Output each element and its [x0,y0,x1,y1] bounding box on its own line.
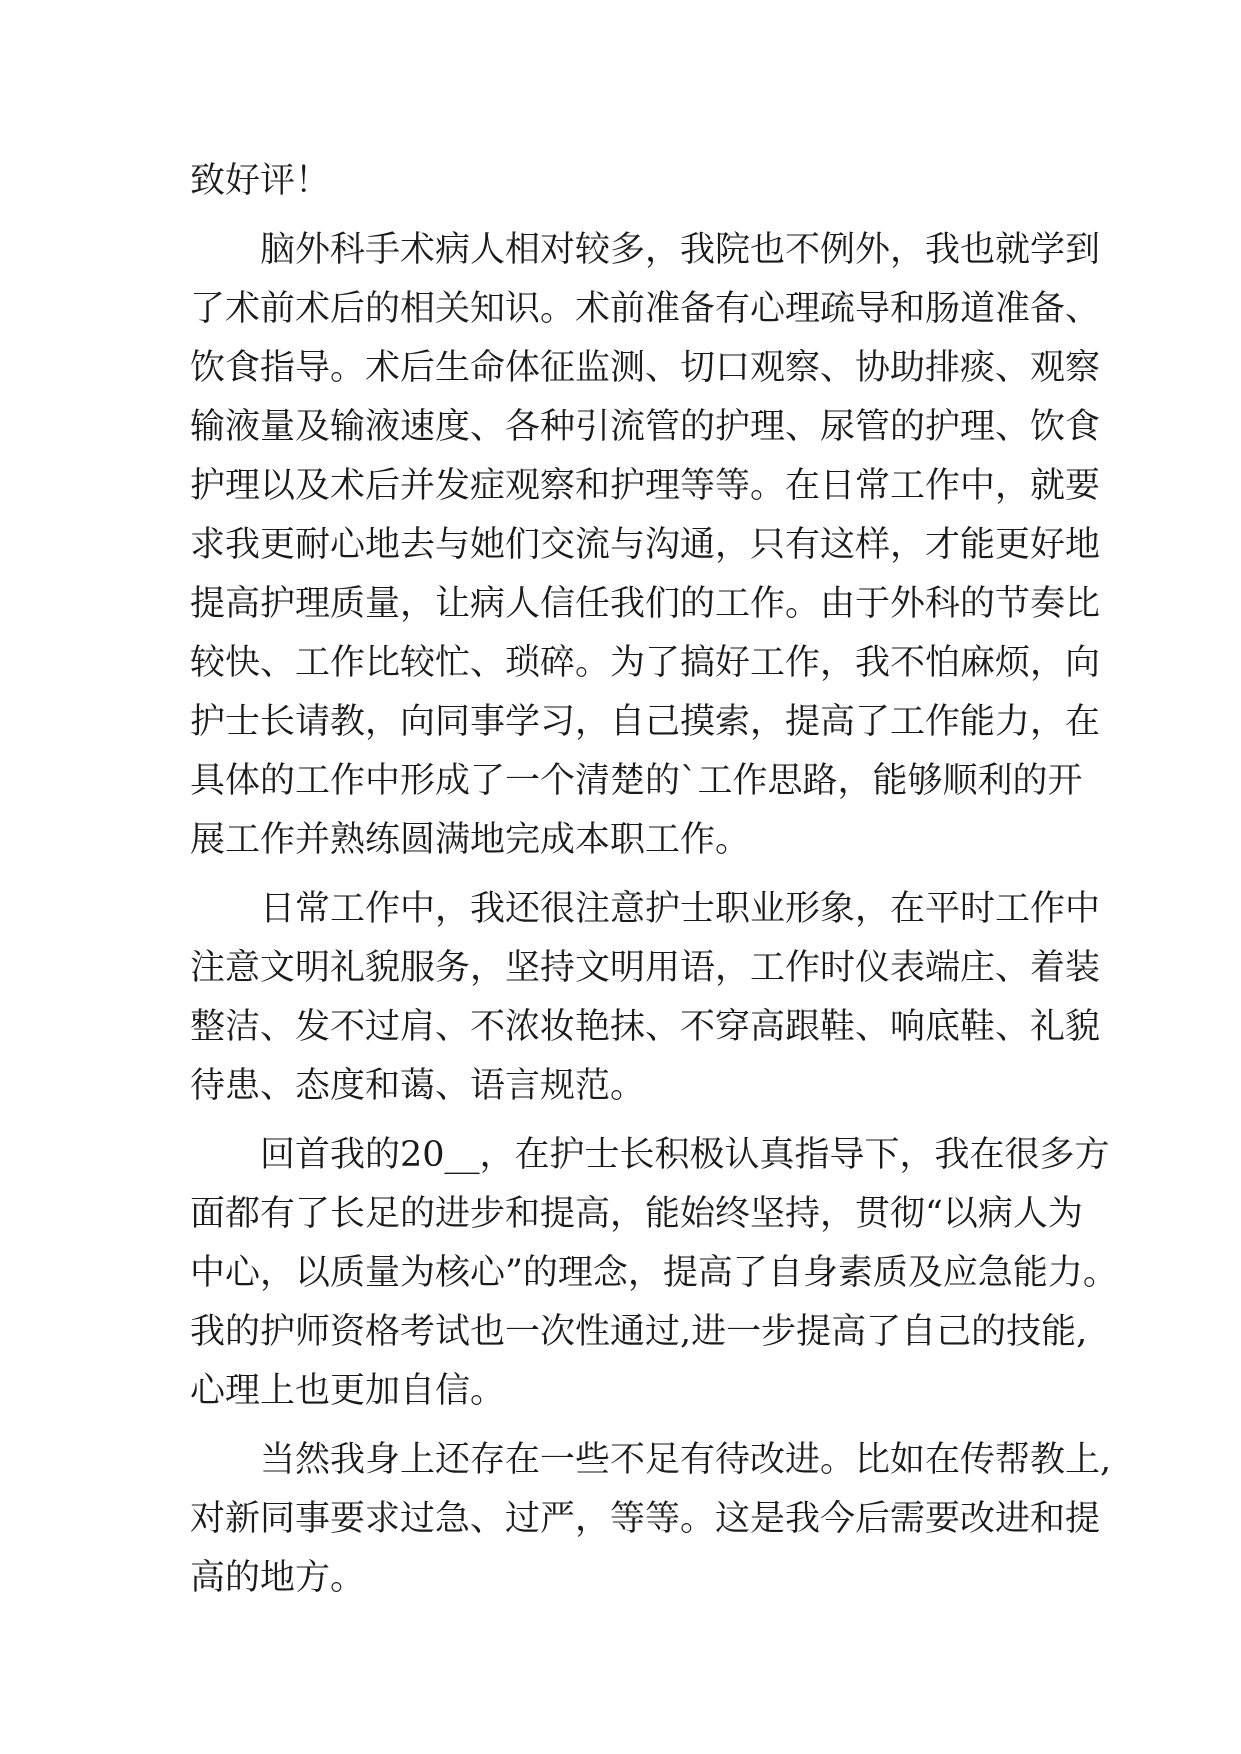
text-line: 提高护理质量，让病人信任我们的工作。由于外科的节奏比 [190,584,1101,624]
text-line: 高的地方。 [190,1558,366,1598]
text-line: 具体的工作中形成了一个清楚的`工作思路，能够顺利的开 [190,761,1083,801]
text-line: 我的护师资格考试也一次性通过,进一步提高了自己的技能, [190,1312,1088,1352]
text-line: 较快、工作比较忙、琐碎。为了搞好工作，我不怕麻烦，向 [190,643,1101,683]
paragraph-first-line: 当然我身上还存在一些不足有待改进。比如在传帮教上, [260,1440,1112,1480]
text-line: 整洁、发不过肩、不浓妆艳抹、不穿高跟鞋、响底鞋、礼貌 [190,1007,1101,1047]
text-line: 待患、态度和蔼、语言规范。 [190,1066,646,1106]
text-line: 展工作并熟练圆满地完成本职工作。 [190,820,751,860]
paragraph-first-line: 日常工作中，我还很注意护士职业形象，在平时工作中 [260,889,1101,929]
text-line: 输液量及输液速度、各种引流管的护理、尿管的护理、饮食 [190,407,1101,447]
text-line: 护理以及术后并发症观察和护理等等。在日常工作中，就要 [190,466,1101,506]
text-line: 注意文明礼貌服务，坚持文明用语，工作时仪表端庄、着装 [190,948,1101,988]
text-line: 求我更耐心地去与她们交流与沟通，只有这样，才能更好地 [190,525,1101,565]
text-line: 护士长请教，向同事学习，自己摸索，提高了工作能力，在 [190,702,1101,742]
text-line: 面都有了长足的进步和提高，能始终坚持，贯彻“以病人为 [190,1194,1083,1234]
text-line: 心理上也更加自信。 [190,1371,506,1411]
text-line: 饮食指导。术后生命体征监测、切口观察、协助排痰、观察 [190,348,1101,388]
text-line: 致好评！ [190,161,331,201]
text-line: 中心，以质量为核心”的理念，提高了自身素质及应急能力。 [190,1253,1118,1293]
paragraph-first-line: 回首我的20__，在护士长积极认真指导下，我在很多方 [260,1135,1110,1175]
paragraph-first-line: 脑外科手术病人相对较多，我院也不例外，我也就学到 [260,230,1101,270]
text-line: 了术前术后的相关知识。术前准备有心理疏导和肠道准备、 [190,289,1101,329]
text-line: 对新同事要求过急、过严，等等。这是我今后需要改进和提 [190,1499,1101,1539]
document-body [190,152,1118,1608]
